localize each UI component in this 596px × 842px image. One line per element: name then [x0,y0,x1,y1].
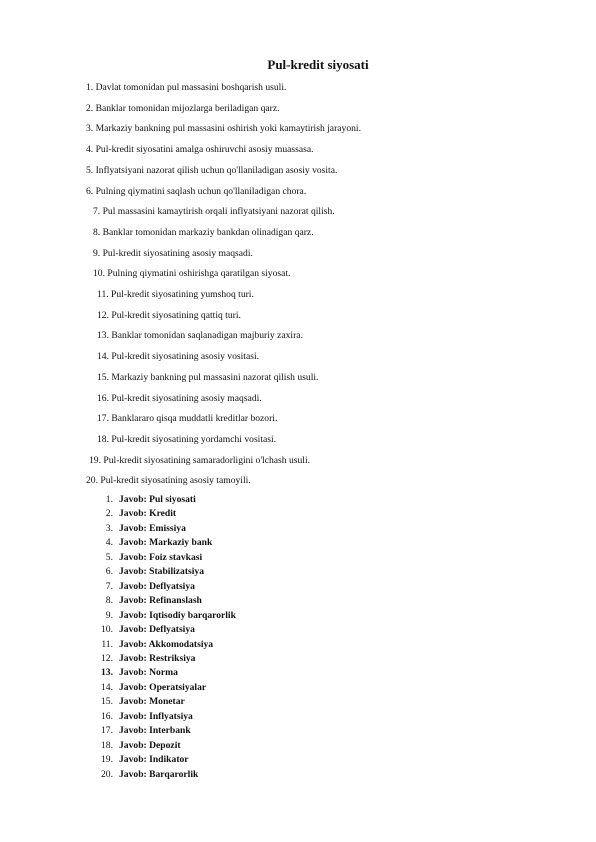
answer-number: 1. [105,494,113,505]
answer-item [95,696,185,708]
answer-number: 15. [101,696,113,708]
answer-number: 19. [101,754,113,766]
answer-number: 7. [105,580,113,592]
answer-item [95,667,178,679]
answer-item [95,523,186,535]
answer-number: 5. [105,551,113,563]
answer-item [95,653,195,665]
answer-item [95,494,196,506]
question-item: 6. Pulning qiymatini saqlash uchun qo'llaniladigan chora. [86,185,307,197]
answer-text: Javob: Depozit [119,739,181,751]
question-item: 2. Banklar tomonidan mijozlarga beriladigan qarz. [86,102,280,114]
answer-text: Javob: Monetar [119,696,185,708]
answer-item [95,552,202,564]
answer-number: 17. [101,725,113,737]
answer-number: 11. [101,638,113,650]
answer-number: 4. [105,537,113,549]
answer-text: Javob: Deflyatsiya [119,580,195,592]
answer-item [95,581,195,593]
question-item: 14. Pul-kredit siyosatining asosiy vositasi. [97,351,260,363]
question-item: 17. Banklararo qisqa muddatli kreditlar bozori. [97,413,278,425]
answer-text: Javob: Deflyatsiya [119,624,195,636]
answer-number: 8. [105,595,113,607]
question-item: 11. Pul-kredit siyosatining yumshoq turi. [97,289,254,300]
answer-item [95,508,176,520]
question-item: 3. Markaziy bankning pul massasini oshirish yoki kamaytirish jarayoni. [86,123,361,135]
answer-item [95,537,212,549]
answer-number: 18. [101,739,113,751]
answer-text: Javob: Foiz stavkasi [119,551,203,563]
question-item: 12. Pul-kredit siyosatining qattiq turi. [97,309,241,321]
question-item: 10. Pulning qiymatini oshirishga qaratilgan siyosat. [93,268,291,280]
answer-item [95,769,198,781]
answer-text: Javob: Pul siyosati [119,494,196,505]
question-item: 20. Pul-kredit siyosatining asosiy tamoyili. [86,475,251,487]
question-item: 15. Markaziy bankning pul massasini nazorat qilish usuli. [97,371,319,383]
answer-item [95,754,189,766]
answer-text: Javob: Markaziy bank [119,537,213,549]
answer-text: Javob: Refinanslash [119,595,202,607]
answer-item [95,566,204,578]
answer-number: 16. [101,710,113,722]
answer-item [95,624,195,636]
answer-number: 9. [105,609,113,621]
answer-text: Javob: Restriksiya [119,652,196,664]
answer-text: Javob: Iqtisodiy barqarorlik [119,609,236,621]
answer-number: 10. [101,624,113,636]
question-item: 5. Inflyatsiyani nazorat qilish uchun qo'llaniladigan asosiy vosita. [86,164,338,176]
page-title: Pul-kredit siyosati [267,57,369,72]
question-item: 9. Pul-kredit siyosatining asosiy maqsadi. [93,247,253,259]
answer-text: Javob: Kredit [119,508,177,520]
question-item: 4. Pul-kredit siyosatini amalga oshiruvchi asosiy muassasa. [86,144,314,156]
answer-number: 12. [101,652,113,664]
answer-text: Javob: Akkomodatsiya [119,638,214,650]
answer-number: 6. [105,566,113,578]
answer-number: 3. [105,522,113,534]
answer-item [95,682,206,694]
answer-item [95,711,193,723]
answer-text: Javob: Interbank [119,725,191,737]
question-item: 13. Banklar tomonidan saqlanadigan majburiy zaxira. [97,330,303,342]
answer-text: Javob: Emissiya [119,522,186,534]
question-item: 16. Pul-kredit siyosatining asosiy maqsadi. [97,392,262,404]
answer-item [95,595,202,607]
answer-item [95,725,191,737]
question-item: 7. Pul massasini kamaytirish orqali inflyatsiyani nazorat qilish. [93,206,335,218]
question-item: 1. Davlat tomonidan pul massasini boshqarish usuli. [86,82,287,93]
answer-item [95,610,236,622]
answer-text: Javob: Inflyatsiya [119,710,193,722]
answer-text: Javob: Operatsiyalar [119,681,207,693]
answer-number: 20. [101,768,113,780]
answer-text: Javob: Indikator [119,754,189,766]
answer-number: 13. [101,667,113,679]
question-item: 19. Pul-kredit siyosatining samaradorligini o'lchash usuli. [89,454,311,466]
answer-text: Javob: Norma [119,667,178,679]
answer-item [95,740,181,752]
answer-text: Javob: Stabilizatsiya [119,566,205,578]
question-item: 8. Banklar tomonidan markaziy bankdan olinadigan qarz. [93,226,314,238]
answer-text: Javob: Barqarorlik [119,768,199,780]
answer-number: 14. [101,681,113,693]
answer-item [95,639,213,651]
question-item: 18. Pul-kredit siyosatining yordamchi vositasi. [97,433,277,445]
answer-number: 2. [105,508,113,520]
